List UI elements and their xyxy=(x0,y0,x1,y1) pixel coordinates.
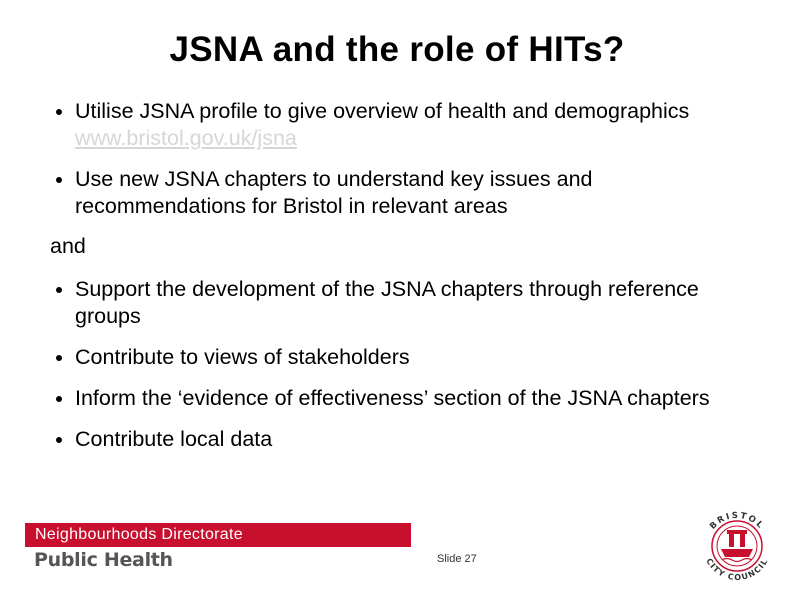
bullet-icon xyxy=(56,355,62,361)
bullet-list-1b xyxy=(50,166,750,220)
bullet-text: Contribute local data xyxy=(75,427,273,451)
bullet-icon xyxy=(56,287,62,293)
bullet-text: Inform the ‘evidence of effectiveness’ section of the JSNA chapters xyxy=(75,386,710,410)
slide-title: JSNA and the role of HITs? xyxy=(169,30,625,69)
bristol-city-council-logo-icon xyxy=(694,502,780,588)
bullet-list-1 xyxy=(50,98,750,152)
bullet-item xyxy=(50,98,750,152)
jsna-link[interactable]: www.bristol.gov.uk/jsna xyxy=(75,126,297,150)
bullet-text: Use new JSNA chapters to understand key issues and recommendations for Bristol in relevant areas xyxy=(75,167,593,218)
svg-text:CITY COUNCIL xyxy=(704,557,769,582)
bullet-text: Contribute to views of stakeholders xyxy=(75,345,410,369)
bullet-item xyxy=(50,344,750,371)
directorate-bar: Neighbourhoods Directorate xyxy=(25,523,411,547)
bullet-icon xyxy=(56,109,62,115)
slide-number: Slide 27 xyxy=(437,553,477,565)
connector-text: and xyxy=(50,234,86,258)
bullet-icon xyxy=(56,437,62,443)
bullet-icon xyxy=(56,396,62,402)
bullet-item xyxy=(50,166,750,220)
bullet-text: Support the development of the JSNA chapters through reference groups xyxy=(75,277,699,328)
bullet-text: Utilise JSNA profile to give overview of health and demographics xyxy=(75,99,690,123)
bullet-item xyxy=(50,276,750,330)
department-label: Public Health xyxy=(34,549,173,571)
logo-text-bottom: CITY COUNCIL xyxy=(704,556,770,583)
bullet-list-2 xyxy=(50,276,750,453)
bullet-item xyxy=(50,385,750,412)
logo-text-top: BRISTOL xyxy=(708,510,766,532)
bullet-icon xyxy=(56,177,62,183)
bullet-item xyxy=(50,426,750,453)
